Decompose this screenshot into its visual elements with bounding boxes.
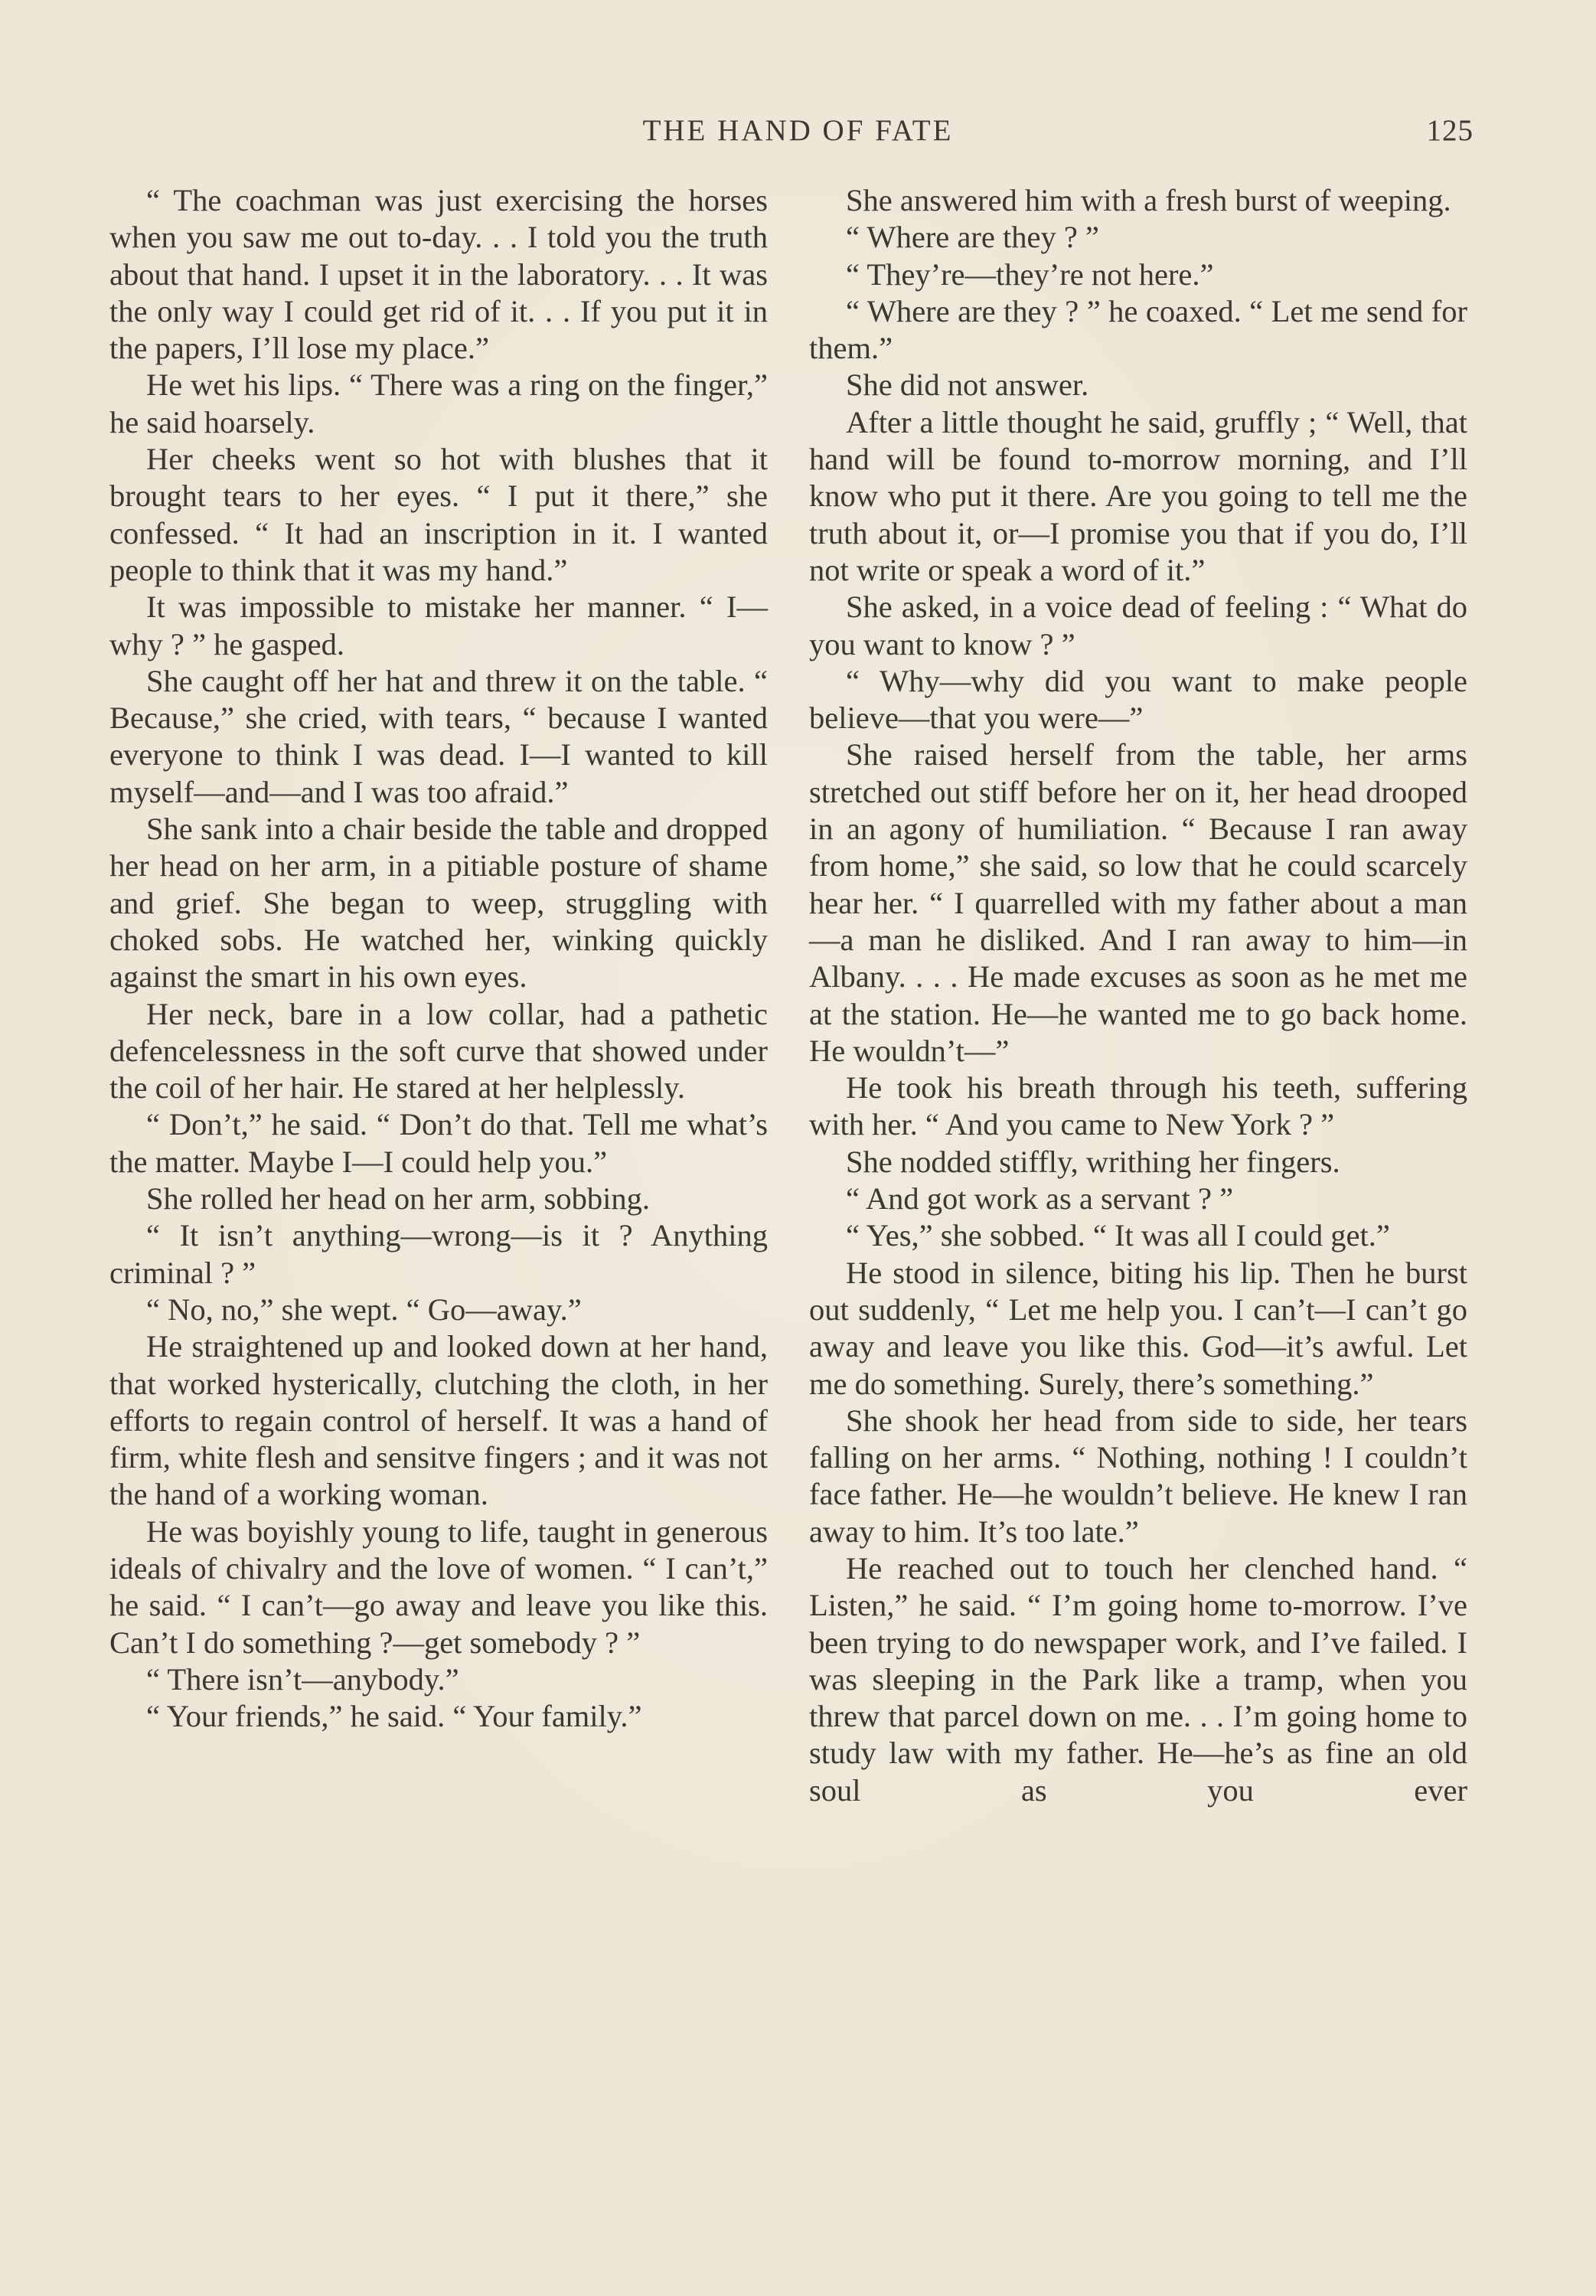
paragraph: “ No, no,” she wept. “ Go—away.” bbox=[146, 1292, 582, 1327]
running-head bbox=[0, 113, 1596, 152]
paragraph: She caught off her hat and threw it on the table. “ Because,” she cried, with tears, “ because I wanted everyone to think I was dead. I—I wanted to kill myself—and—and I was too afraid.” bbox=[109, 663, 768, 809]
paragraph: “ Yes,” she sobbed. “ It was all I could get.” bbox=[846, 1218, 1390, 1253]
left-column bbox=[109, 182, 768, 1735]
paragraph: “ And got work as a servant ? ” bbox=[846, 1181, 1234, 1217]
paragraph: He took his breath through his teeth, suffering with her. “ And you came to New York ? ” bbox=[809, 1070, 1467, 1142]
paragraph: “ They’re—they’re not here.” bbox=[846, 256, 1214, 292]
paragraph: He was boyishly young to life, taught in generous ideals of chivalry and the love of women. “ I can’t,” he said. “ I can’t—go away and leave you like this. Can’t I do something ?—get somebody ? ” bbox=[109, 1514, 768, 1660]
right-column bbox=[809, 182, 1467, 1809]
paragraph: She did not answer. bbox=[846, 367, 1089, 403]
paragraph: Her neck, bare in a low collar, had a pathetic defencelessness in the soft curve that showed under the coil of her hair. He stared at her helplessly. bbox=[109, 996, 768, 1106]
paragraph: “ There isn’t—anybody.” bbox=[146, 1661, 459, 1697]
paragraph: “ Where are they ? ” he coaxed. “ Let me send for them.” bbox=[809, 293, 1467, 366]
page-number: 125 bbox=[1426, 114, 1474, 147]
paragraph: She answered him with a fresh burst of weeping. bbox=[846, 183, 1451, 217]
paragraph: She asked, in a voice dead of feeling : “ What do you want to know ? ” bbox=[809, 590, 1467, 661]
paragraph: He reached out to touch her clenched hand. “ Listen,” he said. “ I’m going home to-morrow. I’ve been trying to do newspaper work, and I’ve failed. I was sleeping in the Park like a tramp, when you threw that parcel down on me. . . I’m going home to study law with my father. He—he’s as fine an old soul as you ever bbox=[809, 1550, 1467, 1808]
paragraph: She rolled her head on her arm, sobbing. bbox=[146, 1181, 650, 1217]
paragraph: “ Why—why did you want to make people believe—that you were—” bbox=[809, 663, 1467, 736]
paragraph: He straightened up and looked down at her hand, that worked hysterically, clutching the cloth, in her efforts to regain control of herself. It was a hand of firm, white flesh and sensitve fingers ; and it was not the hand of a working woman. bbox=[109, 1329, 768, 1512]
paragraph: “ It isn’t anything—wrong—is it ? Anything criminal ? ” bbox=[109, 1218, 768, 1290]
paragraph: “ Your friends,” he said. “ Your family.” bbox=[146, 1699, 642, 1734]
paragraph: “ The coachman was just exercising the horses when you saw me out to-day. . . I told you the truth about that hand. I upset it in the laboratory. . . It was the only way I could get rid of it. . . If you put it in the papers, I’ll lose my place.” bbox=[109, 183, 768, 366]
paragraph: After a little thought he said, gruffly ; “ Well, that hand will be found to-morrow morning, and I’ll know who put it there. Are you going to tell me the truth about it, or—I promise you that if you do, I’ll not write or speak a word of it.” bbox=[809, 404, 1467, 587]
paragraph: He wet his lips. “ There was a ring on the finger,” he said hoarsely. bbox=[109, 367, 768, 439]
paragraph: “ Where are they ? ” bbox=[846, 220, 1099, 255]
paragraph: “ Don’t,” he said. “ Don’t do that. Tell me what’s the matter. Maybe I—I could help you.” bbox=[109, 1107, 768, 1179]
paragraph: She shook her head from side to side, her tears falling on her arms. “ Nothing, nothing ! I couldn’t face father. He—he wouldn’t believe. He knew I ran away to him. It’s too late.” bbox=[809, 1403, 1467, 1549]
paragraph: He stood in silence, biting his lip. Then he burst out suddenly, “ Let me help you. I can’t—I can’t go away and leave you like this. God—it’s awful. Let me do something. Surely, there’s something.” bbox=[809, 1255, 1467, 1401]
paragraph: Her cheeks went so hot with blushes that it brought tears to her eyes. “ I put it there,” she confessed. “ It had an inscription in it. I wanted people to think that it was my hand.” bbox=[109, 442, 768, 587]
paragraph: She sank into a chair beside the table and dropped her head on her arm, in a pitiable posture of shame and grief. She began to weep, struggling with choked sobs. He watched her, winking quickly against the smart in his own eyes. bbox=[109, 812, 768, 994]
running-title: THE HAND OF FATE bbox=[642, 114, 954, 147]
paragraph: She raised herself from the table, her arms stretched out stiff before her on it, her head drooped in an agony of humiliation. “ Because I ran away from home,” she said, so low that he could scarcely hear her. “ I quarrelled with my father about a man—a man he disliked. And I ran away to him—in Albany. . . . He made excuses as soon as he met me at the station. He—he wanted me to go back home. He wouldn’t—” bbox=[809, 737, 1467, 1068]
paragraph: It was impossible to mistake her manner. “ I—why ? ” he gasped. bbox=[109, 590, 768, 661]
paragraph: She nodded stiffly, writhing her fingers. bbox=[846, 1144, 1340, 1179]
